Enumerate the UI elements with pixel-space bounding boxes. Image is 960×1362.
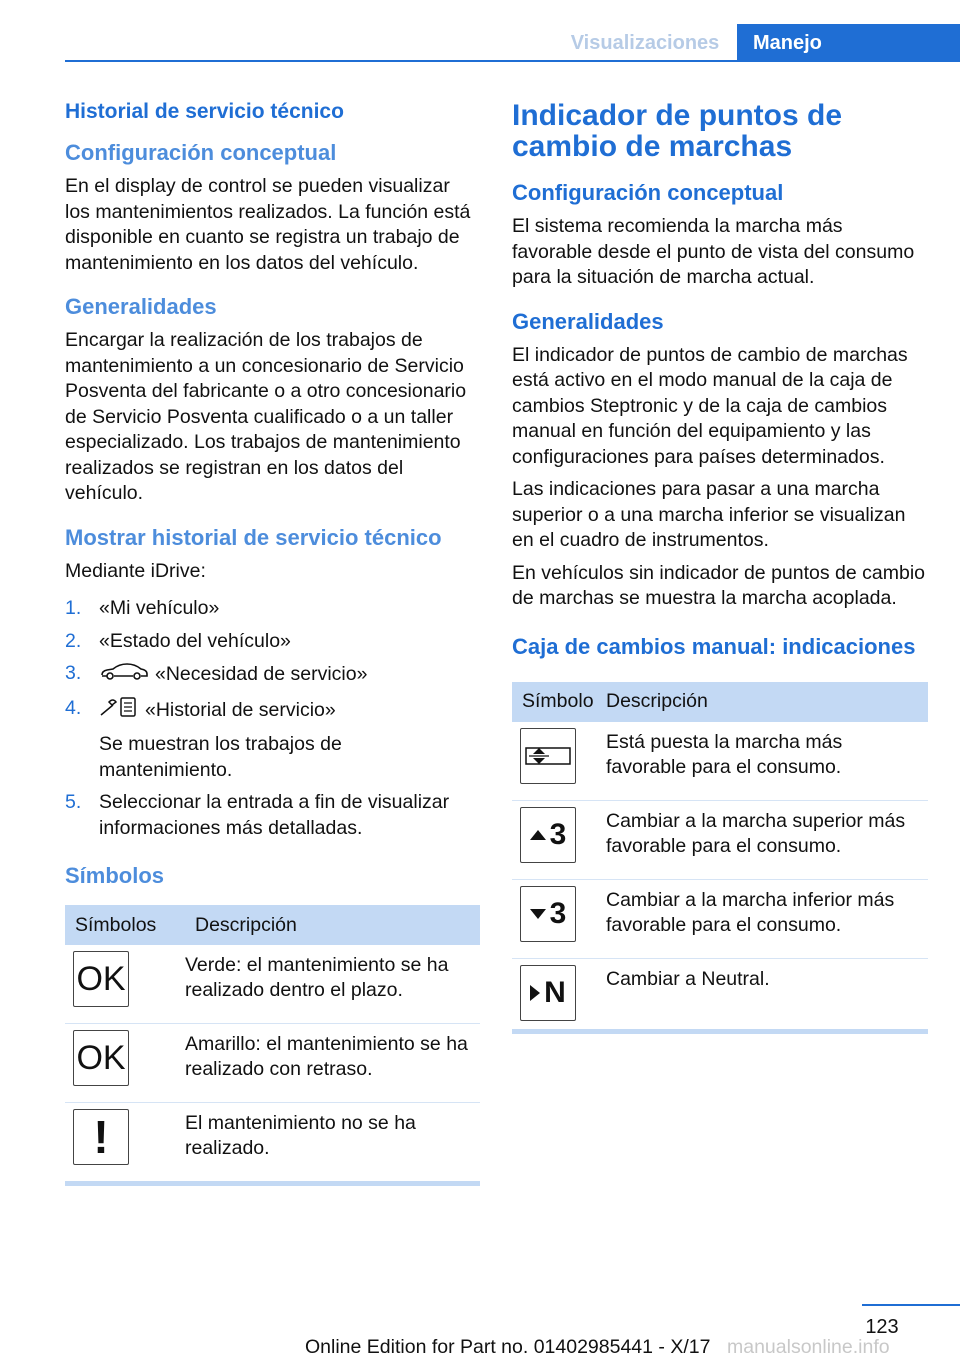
edition-note: Online Edition for Part no. 01402985441 - X/17 (305, 1336, 711, 1358)
table-row (512, 958, 928, 1029)
step-item (65, 629, 480, 655)
step-text: «Estado del vehículo» (99, 629, 291, 652)
step-text: «Historial de servicio» (145, 698, 336, 721)
ok-yellow-icon: OK (73, 1030, 129, 1086)
step-number: 3. (65, 662, 82, 684)
general-paragraph-3: En vehículos sin indicador de puntos de cambio de marchas se muestra la marcha acoplada. (512, 561, 926, 609)
row-description: El mantenimiento no se ha realizado. (185, 1112, 416, 1159)
gear-down-icon (520, 886, 576, 942)
step-number: 4. (65, 696, 82, 719)
left-column (65, 100, 480, 1186)
symbols-table (65, 905, 480, 1181)
step-item (65, 790, 480, 841)
gear-number: 3 (549, 897, 567, 930)
section-title: Historial de servicio técnico (65, 100, 344, 123)
step-number: 5. (65, 791, 82, 813)
step-number: 1. (65, 597, 82, 619)
footer-rule (862, 1304, 960, 1306)
row-description: Cambiar a la marcha inferior más favorable para el consumo. (606, 879, 928, 958)
manual-gearbox-heading: Caja de cambios manual: indicaciones (512, 633, 916, 659)
step-text: «Necesidad de servicio» (155, 662, 368, 685)
step-item (65, 661, 480, 689)
table-bottom-rule (512, 1029, 928, 1034)
row-description: Cambiar a la marcha superior más favorable para el consumo. (606, 800, 928, 879)
concept-heading: Configuración conceptual (512, 180, 784, 205)
watermark: manualsonline.info (727, 1336, 890, 1358)
step-number: 2. (65, 629, 82, 652)
table-row (512, 800, 928, 879)
shift-indicator-title: Indicador de puntos de cambio de marchas (512, 99, 843, 163)
general-paragraph-1: El indicador de puntos de cambio de marchas está activo en el modo manual de la caja de cambios Steptronic y de la caja de cambios manual en función del equipamiento y las configuraciones para países determinados. (512, 343, 908, 468)
table-row (512, 879, 928, 958)
row-description: Cambiar a Neutral. (606, 967, 770, 990)
tab-visualizaciones[interactable]: Visualizaciones (570, 32, 720, 54)
gear-number: 3 (549, 818, 567, 851)
row-description: Amarillo: el mantenimiento se ha realizado con retraso. (185, 1024, 480, 1103)
idrive-steps (65, 596, 480, 841)
concept-heading: Configuración conceptual (65, 140, 337, 165)
table-row (512, 722, 928, 801)
page-number: 123 (865, 1316, 899, 1338)
step-text: Seleccionar la entrada a fin de visualizar informaciones más detalladas. (99, 791, 450, 839)
general-text: Encargar la realización de los trabajos de mantenimiento a un concesionario de Servicio Posventa del fabricante o a otro concesionario de Servicio Posventa cualificado o a un taller especializado. Los trabajos de mantenimiento realizados se registran en los datos del vehículo. (65, 329, 467, 504)
tab-manejo[interactable]: Manejo (737, 24, 960, 62)
col-header-description: Descripción (606, 682, 928, 722)
gear-symbols-table (512, 682, 928, 1029)
table-row (65, 945, 480, 1024)
gear-optimal-icon (520, 728, 576, 784)
general-heading: Generalidades (512, 308, 664, 334)
general-heading: Generalidades (65, 294, 217, 319)
table-row (65, 1024, 480, 1103)
step-item (65, 696, 480, 784)
row-description: Verde: el mantenimiento se ha realizado dentro el plazo. (185, 945, 480, 1024)
gear-letter: N (544, 976, 566, 1009)
table-bottom-rule (65, 1181, 480, 1186)
table-row (65, 1103, 480, 1182)
symbols-heading: Símbolos (65, 863, 165, 888)
right-column (512, 100, 928, 1034)
general-paragraph-2: Las indicaciones para pasar a una marcha superior o a una marcha inferior se visualizan en el cuadro de instrumentos. (512, 478, 906, 551)
step-text: «Mi vehículo» (99, 597, 220, 619)
step-item (65, 596, 480, 622)
step-subtext: Se muestran los trabajos de mantenimiento. (99, 733, 342, 781)
concept-text: El sistema recomienda la marcha más favorable desde el punto de vista del consumo para la situación de marcha actual. (512, 215, 915, 288)
page-header (65, 24, 960, 62)
gear-neutral-icon (520, 965, 576, 1021)
exclamation-icon: ! (73, 1109, 129, 1165)
row-description: Está puesta la marcha más favorable para el consumo. (606, 722, 928, 801)
car-outline-icon (99, 661, 149, 689)
show-intro: Mediante iDrive: (65, 559, 206, 582)
gear-up-icon (520, 807, 576, 863)
col-header-symbol: Símbolo (512, 682, 606, 722)
col-header-symbol: Símbolos (65, 905, 185, 945)
concept-text: En el display de control se pueden visualizar los mantenimientos realizados. La función está disponible en cuanto se registra un trabajo de mantenimiento en los datos del vehículo. (65, 175, 471, 274)
service-list-icon (99, 696, 139, 726)
col-header-description: Descripción (185, 905, 480, 945)
show-history-heading: Mostrar historial de servicio técnico (65, 524, 442, 550)
ok-green-icon: OK (73, 951, 129, 1007)
